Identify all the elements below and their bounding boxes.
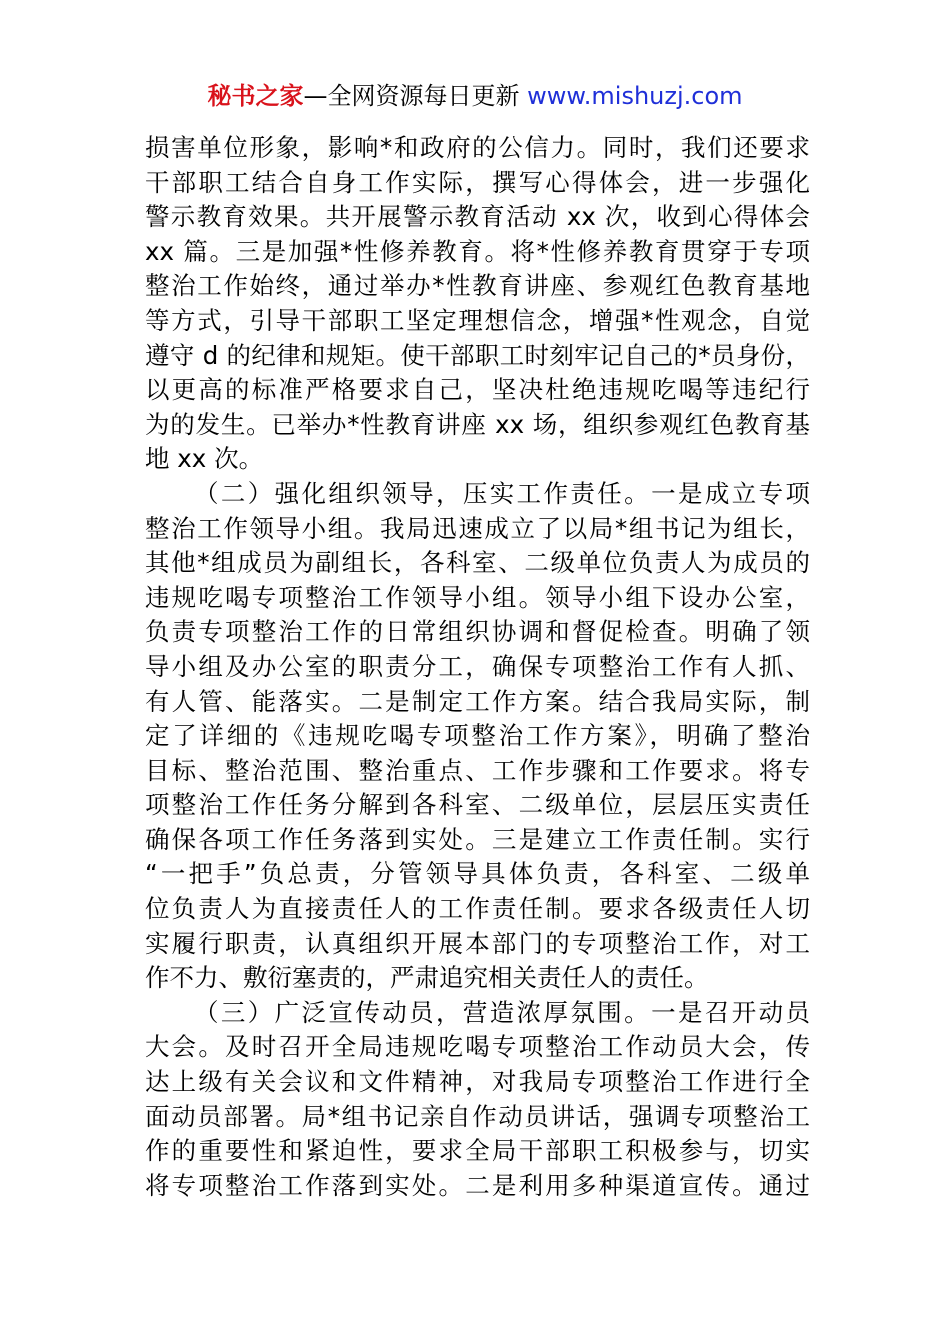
text-line: 大会。及时召开全局违规吃喝专项整治工作动员大会，传 <box>145 1032 810 1062</box>
text-line: 整治工作领导小组。我局迅速成立了以局*组书记为组长， <box>145 513 810 543</box>
site-brand: 秘书之家 <box>207 82 304 110</box>
text-line: “一把手”负总责，分管领导具体负责，各科室、二级单 <box>145 859 810 889</box>
text-line: 负责专项整治工作的日常组织协调和督促检查。明确了领 <box>145 617 810 647</box>
text-line: 实履行职责，认真组织开展本部门的专项整治工作，对工 <box>145 928 810 958</box>
text-line: 作的重要性和紧迫性，要求全局干部职工积极参与，切实 <box>145 1136 810 1166</box>
text-line: 确保各项工作任务落到实处。三是建立工作责任制。实行 <box>145 824 810 854</box>
text-line: 位负责人为直接责任人的工作责任制。要求各级责任人切 <box>145 894 810 924</box>
text-line: 违规吃喝专项整治工作领导小组。领导小组下设办公室， <box>145 582 810 612</box>
site-tagline: —全网资源每日更新 <box>303 82 528 110</box>
text-line: 其他*组成员为副组长，各科室、二级单位负责人为成员的 <box>145 548 810 578</box>
text-line: 干部职工结合自身工作实际，撰写心得体会，进一步强化 <box>145 167 810 197</box>
text-line: 目标、整治范围、整治重点、工作步骤和工作要求。将专 <box>145 755 810 785</box>
text-line: xx 篇。三是加强*性修养教育。将*性修养教育贯穿于专项 <box>145 236 810 266</box>
section-heading-line: （二）强化组织领导，压实工作责任。一是成立专项 <box>194 478 810 508</box>
text-line: 以更高的标准严格要求自己，坚决杜绝违规吃喝等违纪行 <box>145 375 810 405</box>
document-body <box>145 131 810 1203</box>
text-line: 导小组及办公室的职责分工，确保专项整治工作有人抓、 <box>145 651 810 681</box>
page-header <box>0 80 950 112</box>
text-line: 有人管、能落实。二是制定工作方案。结合我局实际，制 <box>145 686 810 716</box>
section-heading-line: （三）广泛宣传动员，营造浓厚氛围。一是召开动员 <box>194 997 810 1027</box>
text-line: 定了详细的《违规吃喝专项整治工作方案》，明确了整治 <box>145 721 810 751</box>
site-url-link[interactable]: www.mishuzj.com <box>527 82 743 110</box>
text-line: 遵守 d 的纪律和规矩。使干部职工时刻牢记自己的*员身份， <box>145 340 810 370</box>
text-line: 将专项整治工作落到实处。二是利用多种渠道宣传。通过 <box>145 1170 810 1200</box>
text-line: 项整治工作任务分解到各科室、二级单位，层层压实责任 <box>145 790 810 820</box>
text-line: 地 xx 次。 <box>145 444 264 474</box>
text-line: 损害单位形象，影响*和政府的公信力。同时，我们还要求 <box>145 133 810 162</box>
text-line: 整治工作始终，通过举办*性教育讲座、参观红色教育基地 <box>145 271 810 301</box>
text-line: 警示教育效果。共开展警示教育活动 xx 次，收到心得体会 <box>145 202 810 232</box>
text-line: 达上级有关会议和文件精神，对我局专项整治工作进行全 <box>145 1067 810 1097</box>
text-line: 等方式，引导干部职工坚定理想信念，增强*性观念，自觉 <box>145 305 810 335</box>
text-line: 面动员部署。局*组书记亲自作动员讲话，强调专项整治工 <box>145 1101 810 1131</box>
text-line: 作不力、敷衍塞责的，严肃追究相关责任人的责任。 <box>145 963 709 993</box>
text-line: 为的发生。已举办*性教育讲座 xx 场，组织参观红色教育基 <box>145 409 810 439</box>
